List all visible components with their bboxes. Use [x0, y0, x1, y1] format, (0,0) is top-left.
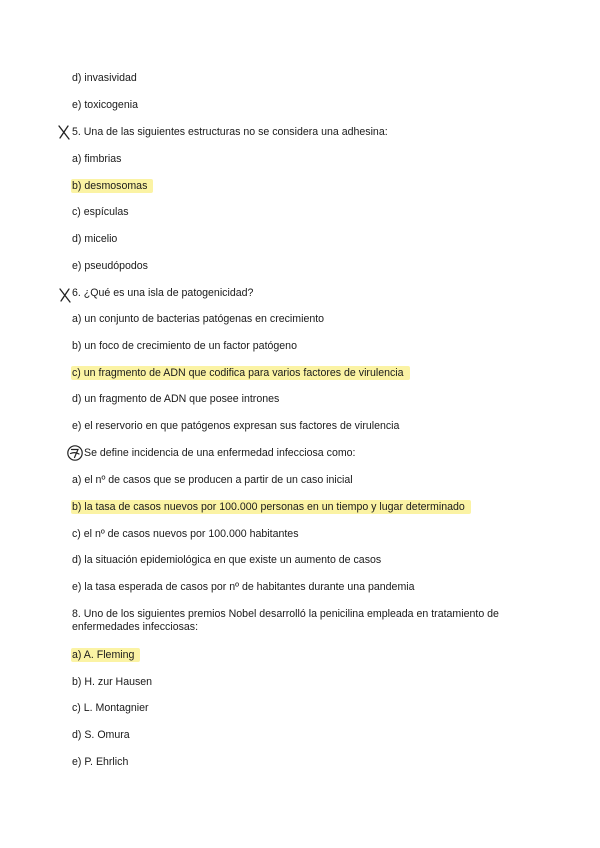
q5-option-a: a) fimbrias: [72, 153, 122, 165]
option-d-invasividad: d) invasividad: [72, 72, 137, 84]
q8-option-b: b) H. zur Hausen: [72, 676, 153, 688]
q8-option-c: c) L. Montagnier: [72, 702, 149, 714]
q5-option-c: c) espículas: [72, 206, 129, 218]
q6-option-b: b) un foco de crecimiento de un factor patógeno: [72, 340, 297, 352]
q5-option-b-highlighted: [72, 180, 153, 193]
q7-option-d: d) la situación epidemiológica en que existe un aumento de casos: [72, 554, 382, 566]
q6-option-a: a) un conjunto de bacterias patógenas en crecimiento: [72, 313, 325, 325]
q7-option-c: c) el nº de casos nuevos por 100.000 habitantes: [72, 528, 299, 540]
highlight: b) desmosomas: [71, 179, 153, 193]
highlight: a) A. Fleming: [71, 648, 140, 662]
q7-option-e: e) la tasa esperada de casos por nº de habitantes durante una pandemia: [72, 581, 415, 593]
q8-option-a-highlighted: [72, 649, 140, 662]
question-7: Se define incidencia de una enfermedad infecciosa como:: [84, 447, 356, 459]
cross-mark-icon: [57, 124, 71, 140]
q5-option-d: d) micelio: [72, 233, 118, 245]
option-e-toxicogenia: e) toxicogenia: [72, 99, 138, 111]
highlight: c) un fragmento de ADN que codifica para varios factores de virulencia: [71, 366, 410, 380]
question-8: 8. Uno de los siguientes premios Nobel desarrolló la penicilina empleada en tratamiento de enfermedades infecciosas:: [72, 608, 499, 633]
q6-option-e: e) el reservorio en que patógenos expresan sus factores de virulencia: [72, 420, 400, 432]
cross-mark-icon: [58, 287, 72, 303]
q7-option-a: a) el nº de casos que se producen a partir de un caso inicial: [72, 474, 353, 486]
q5-option-e: e) pseudópodos: [72, 260, 148, 272]
q8-option-d: d) S. Omura: [72, 729, 130, 741]
q6-option-c-highlighted: [72, 367, 410, 380]
question-5: 5. Una de las siguientes estructuras no se considera una adhesina:: [72, 126, 388, 138]
highlight: b) la tasa de casos nuevos por 100.000 personas en un tiempo y lugar determinado: [71, 500, 471, 514]
circled-seven-icon: [66, 444, 84, 462]
q7-option-b-highlighted: [72, 501, 471, 514]
question-6: 6. ¿Qué es una isla de patogenicidad?: [72, 287, 254, 299]
q8-option-e: e) P. Ehrlich: [72, 756, 129, 768]
q6-option-d: d) un fragmento de ADN que posee intrones: [72, 393, 280, 405]
